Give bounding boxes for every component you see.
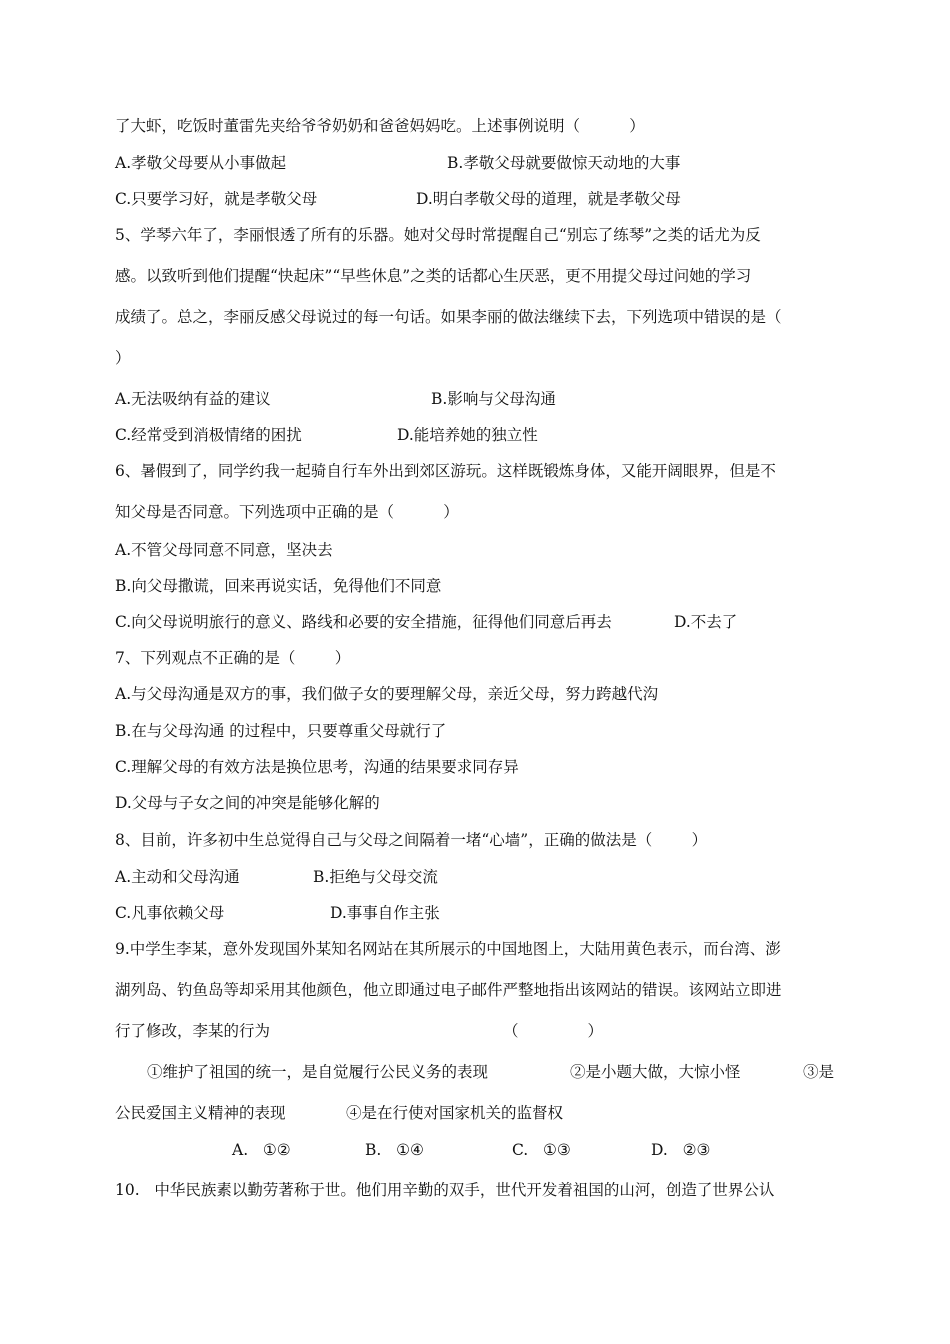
q6-option-c: C.向父母说明旅行的意义、路线和必要的安全措施，征得他们同意后再去 xyxy=(115,613,612,631)
q5-option-d: D.能培养她的独立性 xyxy=(397,426,538,444)
q9-answer-paren: （ ） xyxy=(503,1022,603,1040)
q6-text-line2: 知父母是否同意。下列选项中正确的是（ ） xyxy=(115,503,459,521)
q4-option-d: D.明白孝敬父母的道理，就是孝敬父母 xyxy=(416,190,681,208)
q9-statement-3-cont: 公民爱国主义精神的表现 xyxy=(115,1104,286,1122)
q9-option-d: D. ②③ xyxy=(651,1141,711,1159)
q5-option-a: A.无法吸纳有益的建议 xyxy=(115,390,271,408)
q5-text-line1: 5、学琴六年了，李丽恨透了所有的乐器。她对父母时常提醒自己“别忘了练琴”之类的话尤为反 xyxy=(115,226,761,244)
q7-option-a: A.与父母沟通是双方的事，我们做子女的要理解父母，亲近父母，努力跨越代沟 xyxy=(115,685,659,703)
q4-option-c: C.只要学习好，就是孝敬父母 xyxy=(115,190,318,208)
q10-text-line1: 10. 中华民族素以勤劳著称于世。他们用辛勤的双手，世代开发着祖国的山河，创造了世界公认 xyxy=(115,1181,775,1199)
q6-option-b: B.向父母撒谎，回来再说实话，免得他们不同意 xyxy=(115,577,442,595)
q9-option-c: C. ①③ xyxy=(512,1141,571,1159)
q4-text-line1: 了大虾，吃饭时董雷先夹给爷爷奶奶和爸爸妈妈吃。上述事例说明（ ） xyxy=(115,117,645,135)
q4-option-b: B.孝敬父母就要做惊天动地的大事 xyxy=(447,154,681,172)
q5-text-line4: ） xyxy=(115,349,131,367)
q9-statement-4: ④是在行使对国家机关的监督权 xyxy=(346,1104,564,1122)
q8-option-d: D.事事自作主张 xyxy=(330,904,440,922)
q8-option-a: A.主动和父母沟通 xyxy=(115,868,240,886)
q7-option-d: D.父母与子女之间的冲突是能够化解的 xyxy=(115,794,380,812)
q6-text-line1: 6、暑假到了，同学约我一起骑自行车外出到郊区游玩。这样既锻炼身体，又能开阔眼界，但是不 xyxy=(115,462,776,480)
q5-text-line3: 成绩了。总之，李丽反感父母说过的每一句话。如果李丽的做法继续下去，下列选项中错误的是（ xyxy=(115,308,782,326)
q5-text-line2: 感。以致听到他们提醒“快起床”“早些休息”之类的话都心生厌恶，更不用提父母过问她的学习 xyxy=(115,267,752,285)
q5-option-c: C.经常受到消极情绪的困扰 xyxy=(115,426,302,444)
q4-option-a: A.孝敬父母要从小事做起 xyxy=(115,154,287,172)
q9-text-line2: 湖列岛、钓鱼岛等却采用其他颜色，他立即通过电子邮件严整地指出该网站的错误。该网站立即进 xyxy=(115,981,782,999)
q9-text-line3: 行了修改，李某的行为 xyxy=(115,1022,271,1040)
q7-text-line1: 7、下列观点不正确的是（ ） xyxy=(115,649,351,667)
q8-option-c: C.凡事依赖父母 xyxy=(115,904,225,922)
q7-option-b: B.在与父母沟通 的过程中，只要尊重父母就行了 xyxy=(115,722,447,740)
q9-statement-2: ②是小题大做，大惊小怪 xyxy=(570,1063,741,1081)
q9-statement-3: ③是 xyxy=(803,1063,835,1081)
q6-option-d: D.不去了 xyxy=(674,613,738,631)
q7-option-c: C.理解父母的有效方法是换位思考，沟通的结果要求同存异 xyxy=(115,758,519,776)
q9-text-line1: 9.中学生李某，意外发现国外某知名网站在其所展示的中国地图上，大陆用黄色表示，而台湾、澎 xyxy=(115,940,781,958)
q5-option-b: B.影响与父母沟通 xyxy=(431,390,556,408)
q8-option-b: B.拒绝与父母交流 xyxy=(313,868,438,886)
q9-option-a: A. ①② xyxy=(232,1141,291,1159)
q9-option-b: B. ①④ xyxy=(365,1141,424,1159)
q9-statement-1: ①维护了祖国的统一，是自觉履行公民义务的表现 xyxy=(147,1063,489,1081)
q8-text-line1: 8、目前，许多初中生总觉得自己与父母之间隔着一堵“心墙”，正确的做法是（ ） xyxy=(115,831,708,849)
q6-option-a: A.不管父母同意不同意，坚决去 xyxy=(115,541,333,559)
